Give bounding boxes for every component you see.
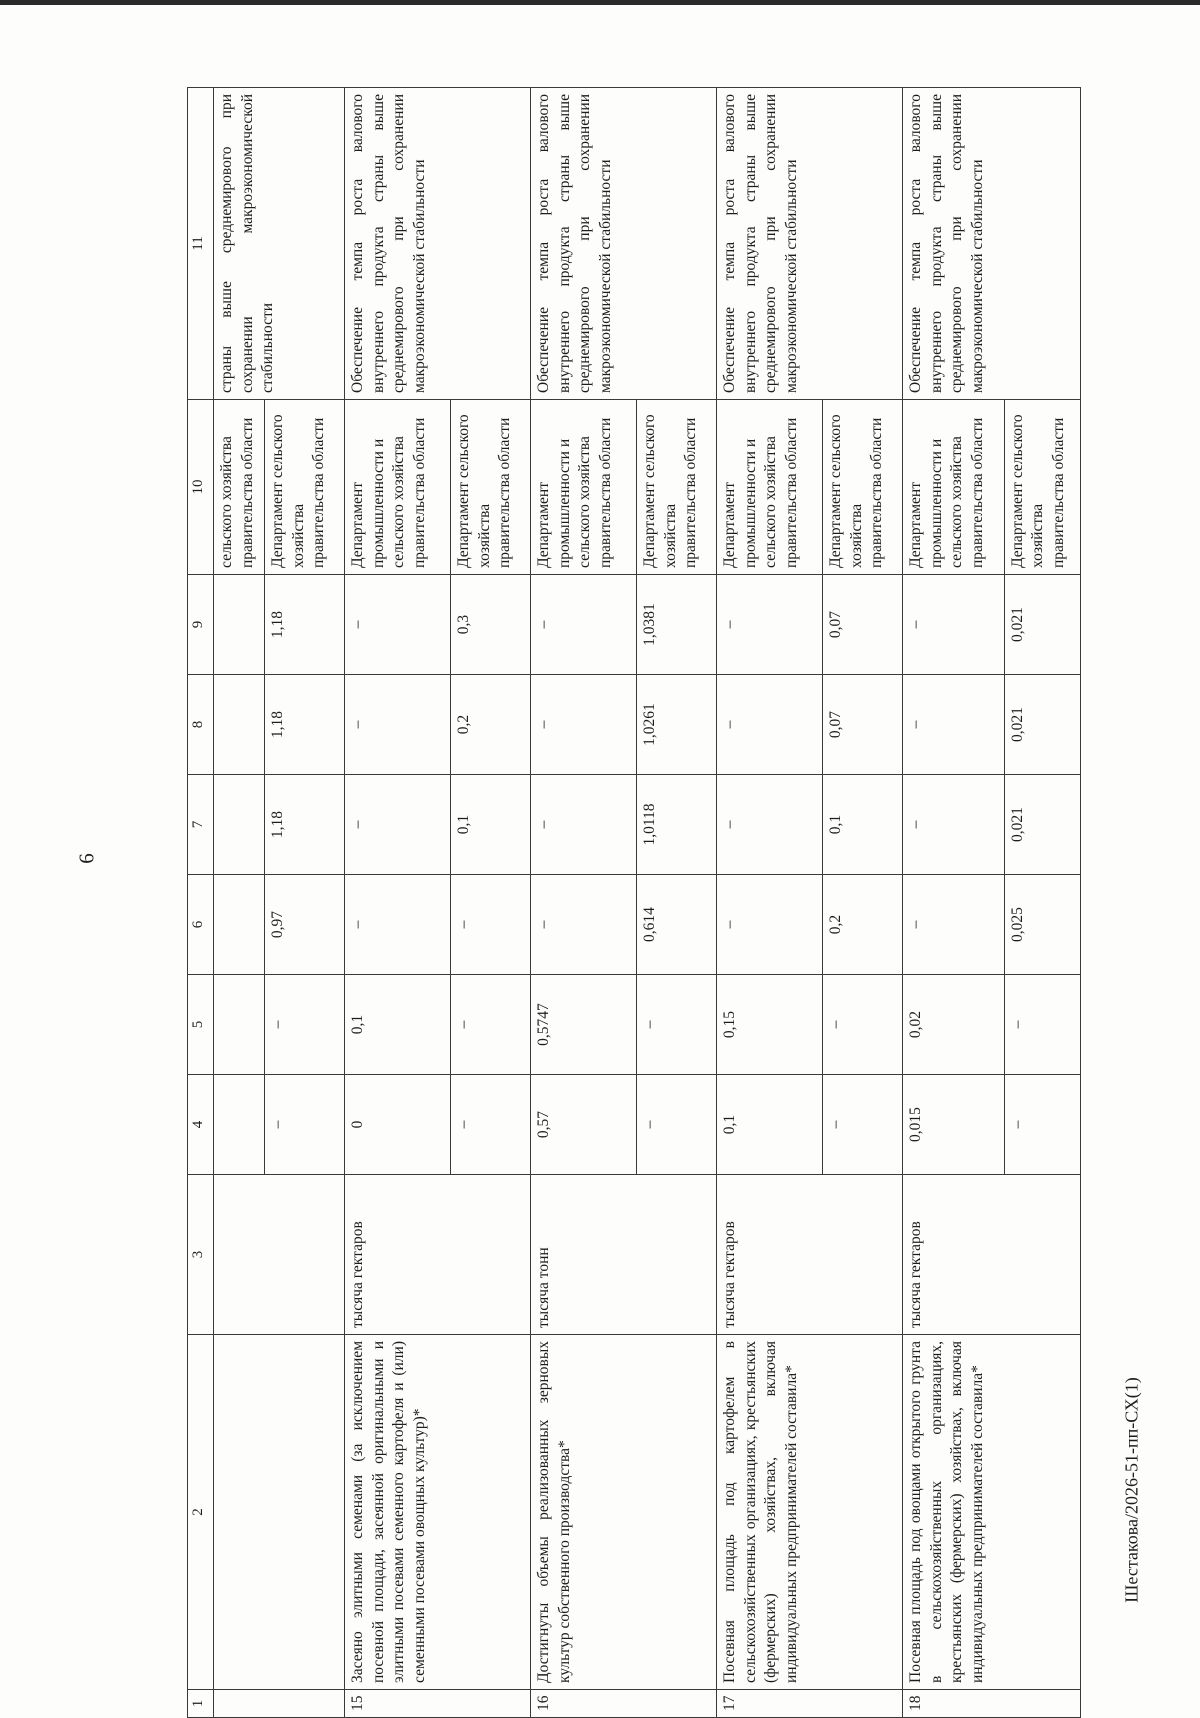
responsible-department: Департамент сельского хозяйства правительства области [451, 400, 531, 575]
value-col-6: – [451, 875, 531, 975]
responsible-department: Департамент сельского хозяйства правительства области [823, 400, 903, 575]
col-header-6: 6 [188, 875, 214, 975]
value-col-6: – [531, 875, 637, 975]
value-col-4: 0,57 [531, 1075, 637, 1175]
unit-of-measure: тысяча гектаров [717, 1175, 903, 1335]
responsible-department: Департамент промышленности и сельского хозяйства правительства области [717, 400, 823, 575]
goal-link: Обеспечение темпа роста валового внутреннего продукта страны выше среднемирового при сохранении макроэкономической стабильности [345, 88, 531, 400]
goal-link: Обеспечение темпа роста валового внутреннего продукта страны выше среднемирового при сохранении макроэкономической стабильности [531, 88, 717, 400]
row-number: 18 [903, 1690, 1081, 1718]
col-header-3: 3 [188, 1175, 214, 1335]
cont-row-top [214, 88, 265, 1718]
cont-value-8: 1,18 [265, 675, 345, 775]
value-col-4: 0,1 [717, 1075, 823, 1175]
value-col-7: 1,0118 [637, 775, 717, 875]
value-col-7: – [717, 775, 823, 875]
indicator-name: Достигнуты объемы реализованных зерновых культур собственного производства* [531, 1335, 717, 1690]
cont-goal: страны выше среднемирового при сохранении макроэкономической стабильности [214, 88, 345, 400]
row-number: 15 [345, 1690, 531, 1718]
indicator-table [187, 87, 1081, 1718]
value-col-8: 0,07 [823, 675, 903, 775]
value-col-8: – [903, 675, 1004, 775]
top-border-line [0, 0, 1200, 5]
value-col-5: – [1004, 975, 1080, 1075]
table-row-16a [531, 88, 637, 1718]
cont-value-7: 1,18 [265, 775, 345, 875]
cont-unit-cell [214, 1175, 345, 1335]
cont-blank-8 [214, 675, 265, 775]
header-row [188, 88, 214, 1718]
value-col-9: 0,3 [451, 575, 531, 675]
col-header-5: 5 [188, 975, 214, 1075]
value-col-4: – [1004, 1075, 1080, 1175]
value-col-4: 0,015 [903, 1075, 1004, 1175]
value-col-8: – [345, 675, 451, 775]
value-col-6: 0,2 [823, 875, 903, 975]
unit-of-measure: тысяча тонн [531, 1175, 717, 1335]
cont-value-4: – [265, 1075, 345, 1175]
value-col-9: – [345, 575, 451, 675]
unit-of-measure: тысяча гектаров [345, 1175, 531, 1335]
cont-blank-5 [214, 975, 265, 1075]
cont-blank-6 [214, 875, 265, 975]
indicator-name: Посевная площадь под овощами открытого грунта в сельскохозяйственных организациях, крестьянских (фермерских) хозяйствах, включая индивидуальных предпринимателей составила* [903, 1335, 1081, 1690]
value-col-8: 0,021 [1004, 675, 1080, 775]
value-col-4: – [637, 1075, 717, 1175]
cont-value-5: – [265, 975, 345, 1075]
value-col-9: – [903, 575, 1004, 675]
value-col-8: – [531, 675, 637, 775]
value-col-9: 0,021 [1004, 575, 1080, 675]
value-col-7: – [903, 775, 1004, 875]
col-header-4: 4 [188, 1075, 214, 1175]
cont-blank-7 [214, 775, 265, 875]
value-col-5: – [823, 975, 903, 1075]
row-number: 16 [531, 1690, 717, 1718]
col-header-9: 9 [188, 575, 214, 675]
indicator-name: Посевная площадь под картофелем в сельскохозяйственных организациях, крестьянских (фермерских) хозяйствах, включая индивидуальных предпринимателей составила* [717, 1335, 903, 1690]
footer-doc-code-text: Шестакова/2026-51-пп-СХ(1) [1121, 1377, 1142, 1603]
value-col-5: – [451, 975, 531, 1075]
value-col-7: 0,021 [1004, 775, 1080, 875]
value-col-4: – [451, 1075, 531, 1175]
value-col-5: 0,02 [903, 975, 1004, 1075]
col-header-11: 11 [188, 88, 214, 400]
row-number: 17 [717, 1690, 903, 1718]
value-col-7: – [345, 775, 451, 875]
col-header-2: 2 [188, 1335, 214, 1690]
value-col-8: – [717, 675, 823, 775]
value-col-7: 0,1 [823, 775, 903, 875]
footer-doc-code [1102, 1377, 1162, 1603]
responsible-department: Департамент промышленности и сельского хозяйства правительства области [345, 400, 451, 575]
page-number: 6 [74, 853, 99, 864]
col-header-1: 1 [188, 1690, 214, 1718]
table-row-18a [903, 88, 1004, 1718]
indicator-name: Засеяно элитными семенами (за исключением посевной площади, засеянной оригинальными и элитными посевами семенного картофеля и (или) семенными посевами овощных культур)* [345, 1335, 531, 1690]
col-header-10: 10 [188, 400, 214, 575]
value-col-9: – [531, 575, 637, 675]
unit-of-measure: тысяча гектаров [903, 1175, 1081, 1335]
value-col-5: 0,1 [345, 975, 451, 1075]
value-col-8: 1,0261 [637, 675, 717, 775]
value-col-4: 0 [345, 1075, 451, 1175]
value-col-6: 0,614 [637, 875, 717, 975]
value-col-9: 1,0381 [637, 575, 717, 675]
table-row-17a [717, 88, 823, 1718]
cont-value-6: 0,97 [265, 875, 345, 975]
responsible-department: Департамент промышленности и сельского хозяйства правительства области [531, 400, 637, 575]
cont-value-9: 1,18 [265, 575, 345, 675]
value-col-6: 0,025 [1004, 875, 1080, 975]
value-col-4: – [823, 1075, 903, 1175]
value-col-5: 0,15 [717, 975, 823, 1075]
responsible-department: Департамент сельского хозяйства правительства области [1004, 400, 1080, 575]
value-col-7: – [531, 775, 637, 875]
table-row-15a [345, 88, 451, 1718]
col-header-8: 8 [188, 675, 214, 775]
value-col-6: – [903, 875, 1004, 975]
cont-dept-bottom: Департамент сельского хозяйства правительства области [265, 400, 345, 575]
cont-blank-4 [214, 1075, 265, 1175]
cont-num-cell [214, 1690, 345, 1718]
value-col-8: 0,2 [451, 675, 531, 775]
value-col-6: – [345, 875, 451, 975]
value-col-6: – [717, 875, 823, 975]
responsible-department: Департамент промышленности и сельского хозяйства правительства области [903, 400, 1004, 575]
cont-dept-top: сельского хозяйства правительства области [214, 400, 265, 575]
goal-link: Обеспечение темпа роста валового внутреннего продукта страны выше среднемирового при сохранении макроэкономической стабильности [717, 88, 903, 400]
value-col-7: 0,1 [451, 775, 531, 875]
rotated-table-wrapper [187, 88, 1081, 1718]
goal-link: Обеспечение темпа роста валового внутреннего продукта страны выше среднемирового при сохранении макроэкономической стабильности [903, 88, 1081, 400]
cont-blank-9 [214, 575, 265, 675]
col-header-7: 7 [188, 775, 214, 875]
value-col-9: – [717, 575, 823, 675]
value-col-5: – [637, 975, 717, 1075]
responsible-department: Департамент сельского хозяйства правительства области [637, 400, 717, 575]
cont-name-cell [214, 1335, 345, 1690]
value-col-5: 0,5747 [531, 975, 637, 1075]
value-col-9: 0,07 [823, 575, 903, 675]
